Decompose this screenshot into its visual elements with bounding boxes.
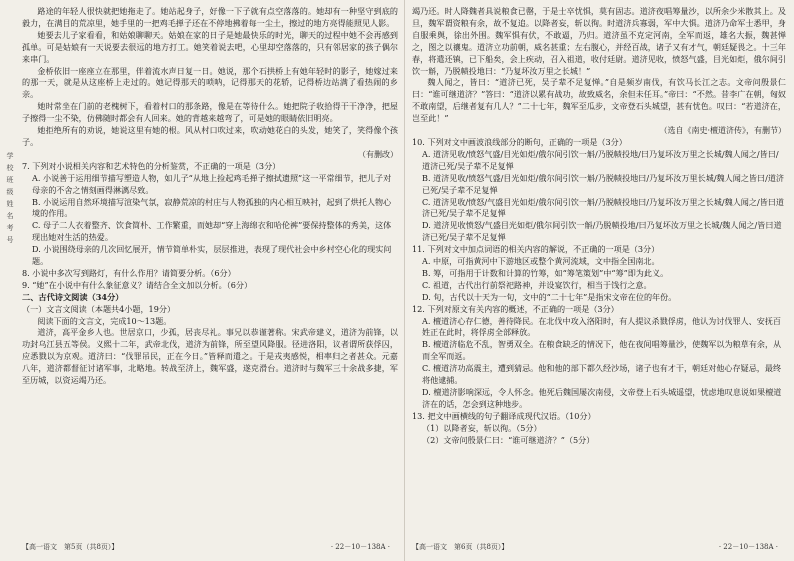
q11-option-d: D. 旬，古代以十天为一旬，文中的“二十七年”是指宋文帝在位的年份。 bbox=[422, 291, 677, 302]
q11-option-c: C. 祖道，古代出行前祭祀路神，并设宴饮行，相当于饯行之意。 bbox=[422, 279, 652, 290]
gutter-char: 号 bbox=[6, 236, 14, 244]
q12-option-d: D. 檀道济影响深远，令人怀念。他死后魏国屡次南侵，文帝登上石头城遥望，忧虑地叹息说如果檀道济在的话，怎会到这种地步。 bbox=[422, 387, 782, 409]
subsection-heading: （一）文言文阅读（本题共4小题，19分） bbox=[22, 303, 176, 314]
question-7: 7. 下列对小说相关内容和艺术特色的分析鉴赏，不正确的一项是（3分） bbox=[22, 160, 281, 171]
q7-option-d: D. 小说围绕母亲的几次回忆展开，情节简单朴实，层层推进，表现了现代社会中乡村空心化的现实问题。 bbox=[32, 244, 392, 267]
question-10: 10. 下列对文中画波浪线部分的断句，正确的一项是（3分） bbox=[412, 136, 627, 147]
left-page bbox=[22, 0, 398, 561]
classical-source: （选自《南史·檀道济传》，有删节） bbox=[659, 126, 786, 136]
question-8: 8. 小说中多次写到路灯，有什么作用？请简要分析。（6分） bbox=[22, 267, 236, 278]
story-paragraph: 路途的年轻人很快就把她拖走了。她站起身子，好像一下子就有点空落落的。她却有一种坚守到底的毅力，在满目的荒凉里，她手里的一把鸡毛掸子还在不停地拂着每一尘土，擦过的地方亮得能照见人影。 bbox=[22, 6, 398, 28]
gutter-char: 校 bbox=[6, 164, 14, 172]
q12-option-c: C. 檀道济功高震主，遭到猜忌。他和他的部下都久经沙场，诸子也有才干，朝廷对他心存疑忌，最终将他逮捕。 bbox=[422, 363, 782, 386]
q7-option-b: B. 小说运用自然环境描写渲染气氛，寂静荒凉的村庄与人物孤独的内心相互映衬，起到了烘托人物心境的作用。 bbox=[32, 196, 392, 219]
q13-part-2: （2）文帝问殷景仁曰：“谁可继道济？”（5分） bbox=[422, 434, 595, 445]
question-12: 12. 下列对原文有关内容的概述，不正确的一项是（3分） bbox=[412, 303, 619, 314]
gutter-char: 姓 bbox=[6, 200, 14, 208]
q11-option-b: B. 筹，可指用于计数和计算的竹筹，如“筹笔策划”中“筹”即为此义。 bbox=[422, 267, 669, 278]
story-paragraph: 她拒绝所有的劝说，她说这里有她的根。风从村口吹过来，吹动她花白的头发，她笑了，笑得像个孩子。 bbox=[22, 125, 398, 147]
exam-code: · 22－10－138A · bbox=[718, 543, 778, 551]
gutter-char: 考 bbox=[6, 224, 14, 232]
story-paragraph: 金桥依旧一座座立在那里，伴着流水声日复一日。她说，那个石拱桥上有她年轻时的影子，她嫁过来的那一天，就是从这座桥上走过的。她记得那天的唢呐，记得那天的花轿，记得桥边站满了看热闹的乡亲。 bbox=[22, 65, 398, 100]
exam-code: · 22－10－138A · bbox=[330, 543, 390, 551]
gutter-char: 级 bbox=[6, 188, 14, 196]
page-divider bbox=[404, 0, 405, 561]
q10-option-b: B. 道济见收/愤怒气盛/目光如炬/俄尔间引饮一斛/乃脱帻投地曰/乃复坏汝万里长城/魏人闻之皆曰/道济已死/吴子辈不足复惮 bbox=[422, 172, 785, 195]
story-paragraph: 她时常坐在门前的老槐树下，看着村口的那条路，像是在等待什么。她把院子收拾得干干净净，把屋子擦得一尘不染，仿佛随时都会有人回来。她的背越来越弯了，可是她的眼睛依旧明亮。 bbox=[22, 101, 398, 124]
classical-text-continued: 魏人闻之，皆曰：“道济已死，吴子辈不足复惮。”自是频岁南伐，有饮马长江之志。文帝问殷景仁曰：“谁可继道济？”答曰：“道济以累有战功，故致威名，余但未任耳。”帝曰：“不然。昔李广在朝，匈奴不敢南望，后继者复有几人？”二十七年，魏军至瓜步，文帝登石头城望，甚有忧色。叹曰：“若道济在，岂至此！” bbox=[412, 77, 786, 124]
q7-option-c: C. 母子二人衣着整齐、饮食简朴、工作繁重，而她却“穿上海绵衣和哈伦裤”要保持整体的秀美，这体现出她对生活的热爱。 bbox=[32, 220, 392, 243]
binding-gutter bbox=[2, 150, 18, 246]
page-number-label: 【高一语文 第6页（共8页）】 bbox=[412, 543, 509, 551]
q10-option-c: C. 道济见收/愤怒/气盛目光如炬/俄尔间引饮一斛/乃脱帻投地曰/乃复坏汝万里之长城/魏人闻之/皆曰道济已死/吴子辈不足复惮 bbox=[422, 196, 784, 219]
gutter-char: 班 bbox=[6, 176, 14, 184]
question-9: 9. “她”在小说中有什么象征意义？请结合全文加以分析。（6分） bbox=[22, 279, 253, 290]
classical-text-continued: 竭乃还。时人降魏者具说粮食已罄，于是士卒忧惧，莫有固志。道济夜唱筹量沙，以所余少米散其上。及旦，魏军谓资粮有余，故不复追。以降者妄，斩以徇。时道济兵寡弱，军中大惧。道济乃命军士悉甲，身自服乘舆，徐出外围。魏军惧有伏，不敢逼，乃归。道济虽不克定河南，全军而返，雄名大振，魏甚惮之，图之以禳鬼。道济立功前朝，威名甚重；左右腹心，并经百战，诸子又有才气，朝廷疑畏之。十三年春，将遣还镇，已下船矣，会上疾动，召入祖道，收付廷尉。道济见收，愤怒气盛，目光如炬，俄尔间引饮一斛，乃脱帻投地曰：“乃复坏汝万里之长城！” bbox=[412, 6, 786, 76]
classical-text: 道济，高平金乡人也。世居京口，少孤，居丧尽礼。事兄以恭谨著称。宋武帝建义，道济为前锋，以功封乌江县五等侯。义熙十二年，武帝北伐，道济为前锋，所至望风降服。径进洛阳，议者谓所获俘囚，应悉戮以为京观。道济曰：“伐罪吊民，正在今日。”皆释而遣之。于是戎夷感悦，相率归之者甚众。元嘉八年，道济都督征讨诸军事，北略地。转战至济上，魏军盛，遂克滑台。道济时与魏军三十余战多捷，军至历城，以资运竭乃还。 bbox=[22, 327, 398, 386]
q10-option-d: D. 道济见收愤怒/气盛目光如炬/俄尔间引饮一斛/乃脱帻投地/曰乃复坏汝万里之长城/魏人闻之/皆曰道济已死/吴子辈不足复惮 bbox=[422, 220, 782, 243]
q10-option-a: A. 道济见收/愤怒气盛/目光如炬/俄尔间引饮一斛/乃脱帻投地/曰乃复坏汝万里之长城/魏人闻之/皆曰/道济已死/吴子辈不足复惮 bbox=[422, 148, 779, 171]
gutter-char: 名 bbox=[6, 212, 14, 220]
right-page bbox=[412, 0, 786, 561]
gutter-char: 学 bbox=[6, 152, 14, 160]
reading-instruction: 阅读下面的文言文，完成10～13题。 bbox=[37, 315, 172, 326]
story-source: （有删改） bbox=[358, 149, 398, 159]
q11-option-a: A. 中原，可指黄河中下游地区或整个黄河流域，文中指全国南北。 bbox=[422, 256, 660, 267]
page-number-label: 【高一语文 第5页（共8页）】 bbox=[22, 543, 119, 551]
q7-option-a: A. 小说善于运用细节描写塑造人物，如儿子“从地上捡起鸡毛掸子擦拭遗照”这一平常细节，把儿子对母亲的不舍之情刻画得淋漓尽致。 bbox=[32, 172, 392, 195]
question-11: 11. 下列对文中加点词语的相关内容的解说，不正确的一项是（3分） bbox=[412, 244, 660, 255]
q12-option-b: B. 檀道济临危不乱，智勇双全。在粮食缺乏的情况下，他在夜间唱筹量沙，使魏军以为粮草有余，从而全军而返。 bbox=[422, 339, 782, 362]
q13-part-1: （1）以降者妄，斩以徇。（5分） bbox=[422, 422, 542, 433]
q12-option-a: A. 檀道济心存仁德，善待降民。在北伐中攻入洛阳时，有人提议杀戮俘虏，他认为讨伐罪人、安抚百姓正在此时，将俘虏全部释放。 bbox=[422, 315, 782, 338]
story-paragraph: 她要去儿子家看看，和姑娘聊聊天。姑娘在家的日子是她最快乐的时光，聊天的过程中她不会再感到孤单。可是姑娘有一天说要去很远的地方打工。她笑着说去吧，心里却空落落的，只有邻居家的孩子偶尔来串门。 bbox=[22, 29, 398, 64]
section-heading: 二、古代诗文阅读（34分） bbox=[22, 291, 124, 302]
question-13: 13. 把文中画横线的句子翻译成现代汉语。（10分） bbox=[412, 410, 596, 421]
